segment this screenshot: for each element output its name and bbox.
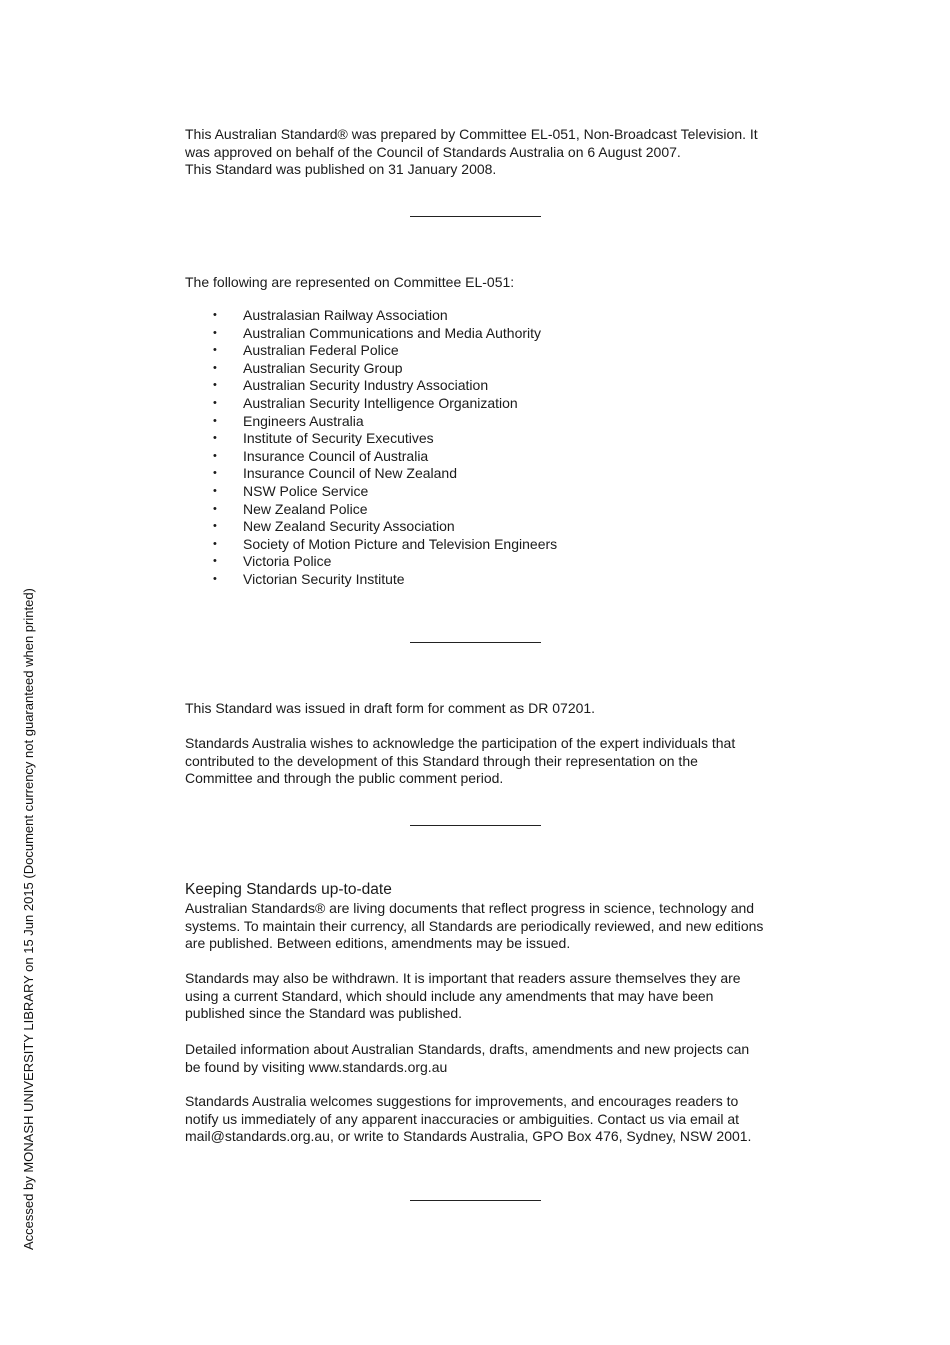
intro-line: was approved on behalf of the Council of Standards Australia on 6 August 2007. <box>185 143 681 160</box>
bullet-icon: • <box>213 344 217 357</box>
committee-heading <box>185 274 775 292</box>
list-item <box>185 325 745 343</box>
list-item <box>185 571 745 589</box>
section-divider <box>410 642 541 643</box>
paragraph-line: notify us immediately of any apparent inaccuracies or ambiguities. Contact us via email at <box>185 1110 740 1127</box>
access-watermark: Accessed by MONASH UNIVERSITY LIBRARY on 15 Jun 2015 (Document currency not guaranteed when printed) <box>21 588 36 1250</box>
list-item <box>185 518 745 536</box>
draft-line: This Standard was issued in draft form for comment as DR 07201. <box>185 700 596 716</box>
list-item <box>185 360 745 378</box>
section-heading: Keeping Standards up-to-date <box>185 881 392 898</box>
list-item <box>185 342 745 360</box>
section-divider <box>410 216 541 217</box>
paragraph-line: published since the Standard was published. <box>185 1005 463 1022</box>
member-name: Australian Security Industry Association <box>243 377 489 394</box>
bullet-icon: • <box>213 555 217 568</box>
keeping-paragraph-3 <box>185 1041 775 1076</box>
list-item <box>185 448 745 466</box>
member-name: Australian Communications and Media Authority <box>243 324 542 341</box>
bullet-icon: • <box>213 467 217 480</box>
bullet-icon: • <box>213 309 217 321</box>
list-item <box>185 430 745 448</box>
member-name: Engineers Australia <box>243 412 364 429</box>
paragraph-line: Standards Australia welcomes suggestions for improvements, and encourages readers to <box>185 1093 739 1109</box>
bullet-icon: • <box>213 502 217 515</box>
paragraph-line: Detailed information about Australian Standards, drafts, amendments and new projects can <box>185 1041 750 1057</box>
acknowledgement-line: contributed to the development of this Standard through their representation on the <box>185 752 698 769</box>
member-name: Insurance Council of New Zealand <box>243 465 458 482</box>
section-divider <box>410 1200 541 1201</box>
list-item <box>185 465 745 483</box>
member-name: Australasian Railway Association <box>243 307 448 323</box>
committee-heading-text: The following are represented on Committee EL-051: <box>185 274 515 290</box>
bullet-icon: • <box>213 520 217 533</box>
list-item <box>185 413 745 431</box>
list-item <box>185 395 745 413</box>
paragraph-line: be found by visiting www.standards.org.au <box>185 1058 448 1075</box>
bullet-icon: • <box>213 572 217 585</box>
bullet-icon: • <box>213 326 217 339</box>
member-name: Insurance Council of Australia <box>243 447 429 464</box>
member-name: New Zealand Security Association <box>243 518 455 535</box>
member-name: Society of Motion Picture and Television Engineers <box>243 535 558 552</box>
paragraph-line: using a current Standard, which should include any amendments that may have been <box>185 987 714 1004</box>
member-name: Victoria Police <box>243 553 332 570</box>
acknowledgement-line: Committee and through the public comment period. <box>185 770 504 787</box>
list-item <box>185 536 745 554</box>
list-item <box>185 483 745 501</box>
paragraph-line: Standards may also be withdrawn. It is important that readers assure themselves they are <box>185 970 741 986</box>
bullet-icon: • <box>213 484 217 497</box>
bullet-icon: • <box>213 537 217 550</box>
bullet-icon: • <box>213 414 217 427</box>
acknowledgement-line: Standards Australia wishes to acknowledge the participation of the expert individuals that <box>185 735 736 751</box>
member-name: Victorian Security Institute <box>243 570 405 587</box>
committee-member-list <box>185 307 745 589</box>
keeping-paragraph-1 <box>185 900 775 953</box>
member-name: Australian Security Group <box>243 359 403 376</box>
keeping-heading <box>185 881 775 899</box>
section-divider <box>410 825 541 826</box>
member-name: Institute of Security Executives <box>243 430 434 447</box>
list-item <box>185 501 745 519</box>
bullet-icon: • <box>213 379 217 392</box>
paragraph-line: mail@standards.org.au, or write to Standards Australia, GPO Box 476, Sydney, NSW 2001. <box>185 1128 752 1145</box>
member-name: New Zealand Police <box>243 500 368 517</box>
member-name: NSW Police Service <box>243 482 369 499</box>
list-item <box>185 307 745 325</box>
member-name: Australian Federal Police <box>243 342 399 359</box>
paragraph-line: Australian Standards® are living documents that reflect progress in science, technology and <box>185 900 755 916</box>
intro-paragraph <box>185 126 775 179</box>
keeping-paragraph-4 <box>185 1093 775 1146</box>
draft-paragraph <box>185 700 775 718</box>
paragraph-line: systems. To maintain their currency, all Standards are periodically reviewed, and new editions <box>185 917 764 934</box>
bullet-icon: • <box>213 361 217 374</box>
bullet-icon: • <box>213 396 217 409</box>
intro-line: This Standard was published on 31 January 2008. <box>185 161 497 178</box>
intro-line: This Australian Standard® was prepared by Committee EL-051, Non-Broadcast Television. It <box>185 126 758 142</box>
acknowledgement-paragraph <box>185 735 775 788</box>
list-item <box>185 553 745 571</box>
paragraph-line: are published. Between editions, amendments may be issued. <box>185 935 571 952</box>
list-item <box>185 377 745 395</box>
member-name: Australian Security Intelligence Organization <box>243 394 518 411</box>
bullet-icon: • <box>213 432 217 445</box>
bullet-icon: • <box>213 449 217 462</box>
keeping-paragraph-2 <box>185 970 775 1023</box>
